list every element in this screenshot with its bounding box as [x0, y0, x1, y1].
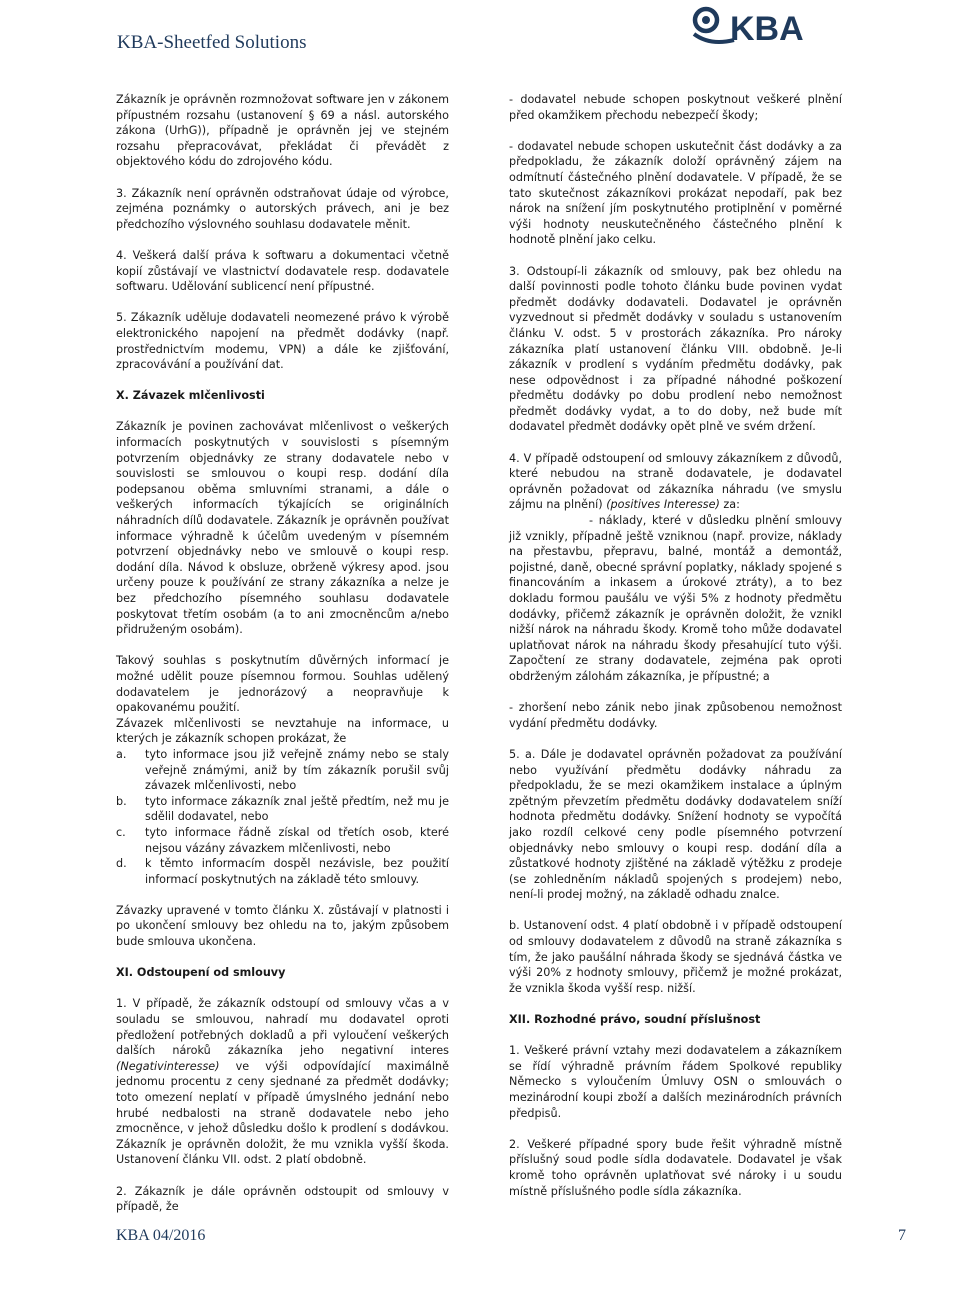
list-item-text: tyto informace řádně získal od třetích osob, které nejsou vázány závazkem mlčenlivosti, nebo: [145, 825, 449, 855]
kba-logo: [690, 4, 850, 50]
page-number: 7: [898, 1227, 906, 1244]
paragraph: b. Ustanovení odst. 4 platí obdobně i v případě odstoupení od smlouvy dodavatelem z důvodů na straně zákazníka s tím, že jako paušální náhrada škody se sjednává částka ve výši 20% z hodnoty smlouvy, přičemž je možné prokázat, že vznikla škoda vyšší resp. nižší.: [509, 919, 842, 995]
text-run: 1. V případě, že zákazník odstoupí od smlouvy včas a v souladu se smlouvou, nahradí mu dodavatel oproti předložení potřebných dokladů a při vyloučení veškerých dalších nároků zákazníka jeho negativní interes: [116, 997, 449, 1058]
list-marker: c.: [116, 825, 126, 839]
section-heading-x: X. Závazek mlčenlivosti: [116, 389, 265, 403]
list-item: [116, 747, 449, 794]
list-item-text: tyto informace jsou již veřejně známy nebo se staly veřejně známými, aniž by tím zákazník porušil svůj závazek mlčenlivosti, nebo: [145, 747, 449, 793]
paragraph: Zákazník je povinen zachovávat mlčenlivost o veškerých informacích poskytnutých v souvislosti s písemným potvrzením objednávky ze strany dodavatele nebo v souvislosti se smlouvou o koupi resp. dodání díla podepsanou oběma smluvními stranami, a dále o veškerých informacích týkajících se originálních náhradních dílů dodavatele. Zákazník je oprávněn používat informace výhradně k účelům uvedeným v písemném potvrzení objednávky nebo ve smlouvě o koupi resp. dodání díla. Návod k obsluze, obrženě výkresy apod. jsou určeny pouze k používání ze strany zákazníka a nelze je bez předchozího písemného souhlasu dodavatele poskytovat třetím osobám (a to ani zmocněncům a/nebo přidruženým osobám).: [116, 420, 449, 637]
text-run: ve výši odpovídající maximálně jednomu procentu z ceny sjednané za předmět dodávky; toto omezení neplatí v případě úmyslného jednání nebo hrubé nedbalosti na straně dodavatele nebo jeho zmocněnce, v jehož důsledku došlo k prodlení s dodávkou. Zákazník je oprávněn doložit, že mu vznikla vyšší škoda. Ustanovení článku VII. odst. 2 platí obdobně.: [116, 1059, 449, 1167]
list-item-text: k těmto informacím dospěl nezávisle, bez použití informací poskytnutých na základě této smlouvy.: [145, 857, 449, 886]
list-item-text: tyto informace zákazník znal ještě předtím, než mu je sdělil dodavatel, nebo: [145, 794, 449, 824]
paragraph: 2. Zákazník je dále oprávněn odstoupit od smlouvy v případě, že: [116, 1184, 449, 1214]
list-item: [116, 825, 449, 856]
paragraph: - dodavatel nebude schopen poskytnout veškeré plnění před okamžikem přechodu nebezpečí škody;: [509, 93, 842, 122]
list-item: [116, 794, 449, 825]
text-run-italic: (Negativinteresse): [116, 1059, 220, 1073]
right-column: [509, 92, 842, 1215]
footer-date: KBA 04/2016: [116, 1227, 206, 1244]
exception-list: [116, 747, 449, 887]
section-heading-xii: XII. Rozhodné právo, soudní příslušnost: [509, 1013, 761, 1027]
paragraph: 3. Odstoupí-li zákazník od smlouvy, pak bez ohledu na další povinnosti podle tohoto článku bude povinen vydat předmět dodávky dodavateli. Dodavatel je oprávněn vyzvednout si předmět dodávky v souladu s ustanovením článku V. odst. 5 v prostorách zákazníka. Pro nároky zákazníka platí ustanovení článku VIII. obdobně. Je-li zákazník v prodlení s vydáním předmětu dodávky, pak nese odpovědnost i za případné náhodné poškození předmětu dodávky po dobu prodlení nebo nemožnost předmět dodávky vydat, a to do doby, než bude mít dodavatel předmět dodávky opět plně ve svém držení.: [509, 264, 842, 434]
paragraph: [509, 451, 842, 513]
list-marker: a.: [116, 747, 127, 761]
paragraph: Takový souhlas s poskytnutím důvěrných informací je možné udělit pouze písemnou formou. Souhlas udělený dodavatelem je jednorázový a neopravňuje k opakovanému použití.: [116, 654, 449, 715]
section-heading-xi: XI. Odstoupení od smlouvy: [116, 966, 286, 980]
list-marker: d.: [116, 857, 127, 871]
paragraph: 4. Veškerá další práva k softwaru a dokumentaci včetně kopií zůstávají ve vlastnictví dodavatele resp. dodavatele softwaru. Udělování sublicencí není přípustné.: [116, 248, 449, 294]
text-run: 4. V případě odstoupení od smlouvy zákazníkem z důvodů, které nebudou na straně dodavatele, je dodavatel oprávněn požadovat od zákazníka náhradu (ve smyslu zájmu na plnění): [509, 451, 842, 512]
paragraph: - náklady, které v důsledku plnění smlouvy již vznikly, případně ještě vzniknou (např. provize, náklady na přestavbu, přepravu, balné, montáž a demontáž, pojistné, daně, obecné správní poplatky, náklady spojené s financováním a inkasem a úrokové ztráty), a to bez dokladu formou paušálu ve výši 5% z hodnoty předmětu dodávky, přičemž zákazník je oprávněn doložit, že vznikl nižší nárok na náhradu škody. Kromě toho může dodavatel uplatňovat nárok na náhradu škody přesahující tuto výši. Započtení ze strany dodavatele, zejména pak oproti obdrženým zálohám zákazníka, je přípustné; a: [509, 514, 842, 683]
svg-text:KBA: KBA: [730, 10, 804, 48]
list-item: [116, 856, 449, 887]
paragraph: Závazky upravené v tomto článku X. zůstávají v platnosti i po ukončení smlouvy bez ohledu na to, jakým způsobem bude smlouva ukončena.: [116, 903, 449, 949]
paragraph: 1. Veškeré právní vztahy mezi dodavatelem a zákazníkem se řídí výhradně právním řádem Spolkové republiky Německo s vyloučením Úmluvy OSN o smlouvách o mezinárodní koupi zboží a dalších mezinárodních právních předpisů.: [509, 1044, 842, 1120]
paragraph: 3. Zákazník není oprávněn odstraňovat údaje od výrobce, zejména poznámky o autorských právech, ani je bez předchozího výslovného souhlasu dodavatele měnit.: [116, 186, 449, 231]
paragraph: 2. Veškeré případné spory bude řešit výhradně místně příslušný soud podle sídla dodavatele. Dodavatel je však kromě toho oprávněn uplatňovat své nároky i u soudu místně příslušného podle sídla zákazníka.: [509, 1137, 842, 1198]
list-marker: b.: [116, 794, 127, 808]
paragraph: Závazek mlčenlivosti se nevztahuje na informace, u kterých je zákazník schopen prokázat, že: [116, 716, 449, 746]
left-column: [116, 92, 449, 1230]
paragraph: - dodavatel nebude schopen uskutečnit část dodávky a za předpokladu, že zákazník doloží oprávněný zájem na odmítnutí částečného plnění dodavatele. V případě, že se tato skutečnost zákazníkovi prokázat nepodaří, pak bez nárok na snížení jím poskytnutého protiplnění v poměrné výši hodnoty neuskutečněného částečného plnění k hodnotě plnění jako celku.: [509, 139, 842, 247]
header-title: KBA-Sheetfed Solutions: [117, 32, 307, 53]
paragraph: 5. Zákazník uděluje dodavateli neomezené právo k výrobě elektronického napojení na předmět dodávky (např. prostřednictvím modemu, VPN) a dále ke zjišťování, zpracovávání a používání dat.: [116, 311, 449, 372]
paragraph: [116, 996, 449, 1168]
text-run: za:: [719, 498, 740, 512]
paragraph: - zhoršení nebo zánik nebo jinak způsobenou nemožnost vydání předmětu dodávky.: [509, 701, 842, 730]
text-run-italic: (positives Interesse): [606, 498, 720, 512]
paragraph: 5. a. Dále je dodavatel oprávněn požadovat za používání nebo využívání předmětu dodávky náhradu za předpokladu, že se mezi okamžikem instalace a úplným zpětným převzetím předmětu dodávky dodavatelem sníží hodnota předmětu dodávky. Snížení hodnoty se vypočítá jako rozdíl celkové ceny podle písemného potvrzení objednávky nebo smlouvy o koupi resp. dodání díla a zůstatkové hodnoty zjištěné na základě výtěžku z prodeje (se zohledněním nákladů spojených s prodejem) nebo, není-li prodej možný, na základě odhadu znalce.: [509, 747, 842, 902]
paragraph: Zákazník je oprávněn rozmnožovat software jen v zákonem přípustném rozsahu (ustanovení § 69 a násl. autorského zákona (UrhG)), případně je oprávněn jej ve stejném rozsahu přepracovávat, překládat či převádět z objektového kódu do zdrojového kódu.: [116, 93, 449, 169]
